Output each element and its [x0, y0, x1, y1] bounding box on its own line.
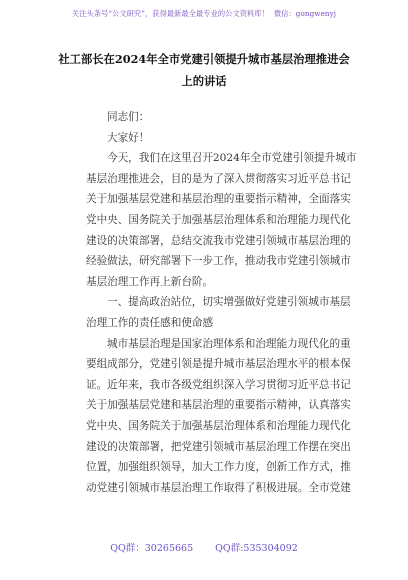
body-line: 基层治理工作再上新台阶。	[86, 275, 214, 288]
body-line: 建设的决策部署，总结交流我市党建引领城市基层治理的	[86, 234, 351, 247]
body-line: 党中央、国务院关于加强基层治理体系和治理能力现代化	[86, 419, 351, 432]
qq-group-2: QQ群:535304092	[215, 543, 298, 554]
title-line-1: 社工部长在2024年全市党建引领提升城市基层治理推进会	[58, 52, 350, 66]
body-line: 关于加强基层党建和基层治理的重要指示精神，全面落实	[86, 193, 351, 206]
body-line: 经验做法，研究部署下一步工作，推动我市党建引领城市	[86, 255, 351, 268]
body-line: 同志们：	[107, 111, 150, 123]
document-body	[86, 107, 357, 498]
body-line: 基层治理推进会，目的是为了深入贯彻落实习近平总书记	[86, 172, 351, 185]
body-line: 城市基层治理是国家治理体系和治理能力现代化的重	[107, 337, 351, 350]
body-line: 大家好！	[107, 131, 150, 144]
title-line-2: 上的讲话	[181, 74, 227, 88]
top-promo-banner	[0, 9, 408, 19]
body-line: 证。近年来，我市各级党组织深入学习贯彻习近平总书记	[86, 378, 351, 391]
body-line: 关于加强基层党建和基层治理的重要指示精神，认真落实	[86, 399, 351, 412]
wechat-id: 微信：gongwenyj	[273, 9, 337, 18]
body-line: 治理工作的责任感和使命感	[86, 316, 214, 329]
footer-contact	[0, 540, 408, 554]
body-line: 党中央、国务院关于加强基层治理体系和治理能力现代化	[86, 213, 351, 226]
qq-group-1: QQ群：30265665	[110, 543, 194, 554]
body-line: 位置，加强组织领导，加大工作力度，创新工作方式，推	[86, 461, 351, 474]
body-line: 建设的决策部署，把党建引领城市基层治理工作摆在突出	[86, 440, 351, 453]
promo-text: 关注头条号“公文研究”，获得最新最全最专业的公文资料库！	[71, 9, 269, 18]
body-line: 一、提高政治站位，切实增强做好党建引领城市基层	[107, 296, 351, 309]
body-line: 今天，我们在这里召开2024年全市党建引领提升城市	[107, 152, 357, 165]
document-title	[52, 48, 356, 92]
body-line: 要组成部分，党建引领是提升城市基层治理水平的根本保	[86, 358, 351, 371]
body-line: 动党建引领城市基层治理工作取得了积极进展。全市党建	[86, 481, 351, 494]
